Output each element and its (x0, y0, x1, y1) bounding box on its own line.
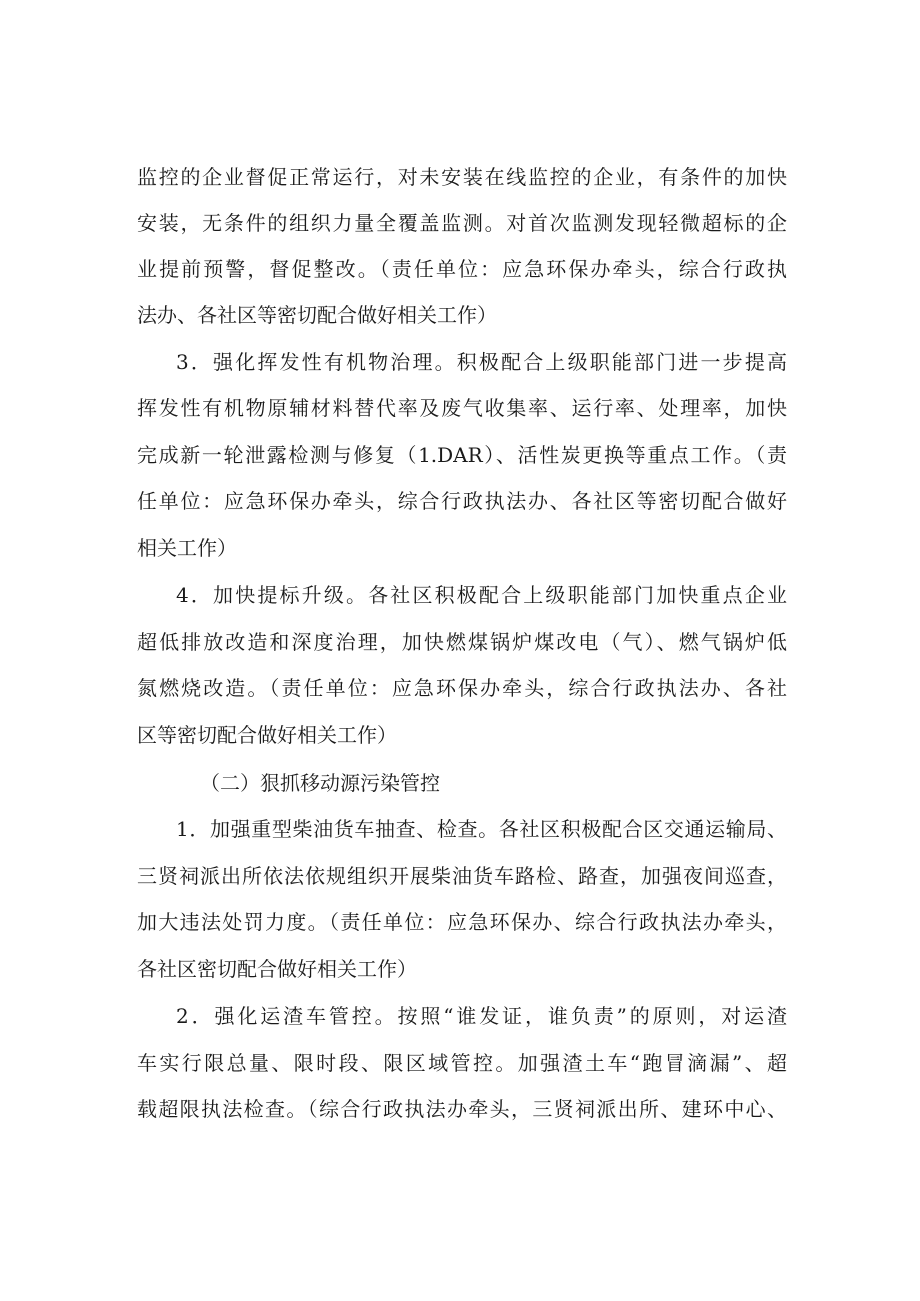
paragraph-start-1: 1．加强重型柴油货车抽查、检查。各社区积极配合区交通运输局、 (176, 817, 787, 841)
paragraph-start-4: 4．加快提标升级。各社区积极配合上级职能部门加快重点企业 (176, 583, 787, 607)
text-line: 区等密切配合做好相关工作） (137, 723, 397, 747)
text-line: 安装，无条件的组织力量全覆盖监测。对首次监测发现轻微超标的企 (137, 211, 787, 235)
text-line: 任单位：应急环保办牵头，综合行政执法办、各社区等密切配合做好 (137, 489, 787, 513)
paragraph-start-2: 2．强化运渣车管控。按照“谁发证，谁负责”的原则，对运渣 (176, 1004, 787, 1028)
text-line: 超低排放改造和深度治理，加快燃煤锅炉煤改电（气）、燃气锅炉低 (137, 630, 787, 654)
text-line: 相关工作） (137, 536, 237, 560)
text-line: 三贤祠派出所依法依规组织开展柴油货车路检、路查，加强夜间巡查， (137, 864, 787, 888)
text-line: 车实行限总量、限时段、限区域管控。加强渣土车“跑冒滴漏”、超 (137, 1051, 787, 1075)
text-line: 加大违法处罚力度。（责任单位：应急环保办、综合行政执法办牵头， (137, 910, 787, 934)
text-line: 法办、各社区等密切配合做好相关工作） (137, 303, 497, 327)
text-line: 完成新一轮泄露检测与修复（1.DAR）、活性炭更换等重点工作。（责 (137, 443, 787, 467)
text-line: 业提前预警，督促整改。（责任单位：应急环保办牵头，综合行政执 (137, 257, 787, 281)
section-heading: （二）狠抓移动源污染管控 (200, 771, 440, 795)
text-line: 各社区密切配合做好相关工作） (137, 957, 417, 981)
text-line: 挥发性有机物原辅材料替代率及废气收集率、运行率、处理率，加快 (137, 396, 787, 420)
paragraph-start-3: 3．强化挥发性有机物治理。积极配合上级职能部门进一步提高 (176, 350, 787, 374)
text-line: 监控的企业督促正常运行，对未安装在线监控的企业，有条件的加快 (137, 165, 787, 189)
text-line: 载超限执法检查。（综合行政执法办牵头，三贤祠派出所、建环中心、 (137, 1097, 787, 1121)
text-line: 氮燃烧改造。（责任单位：应急环保办牵头，综合行政执法办、各社 (137, 676, 787, 700)
